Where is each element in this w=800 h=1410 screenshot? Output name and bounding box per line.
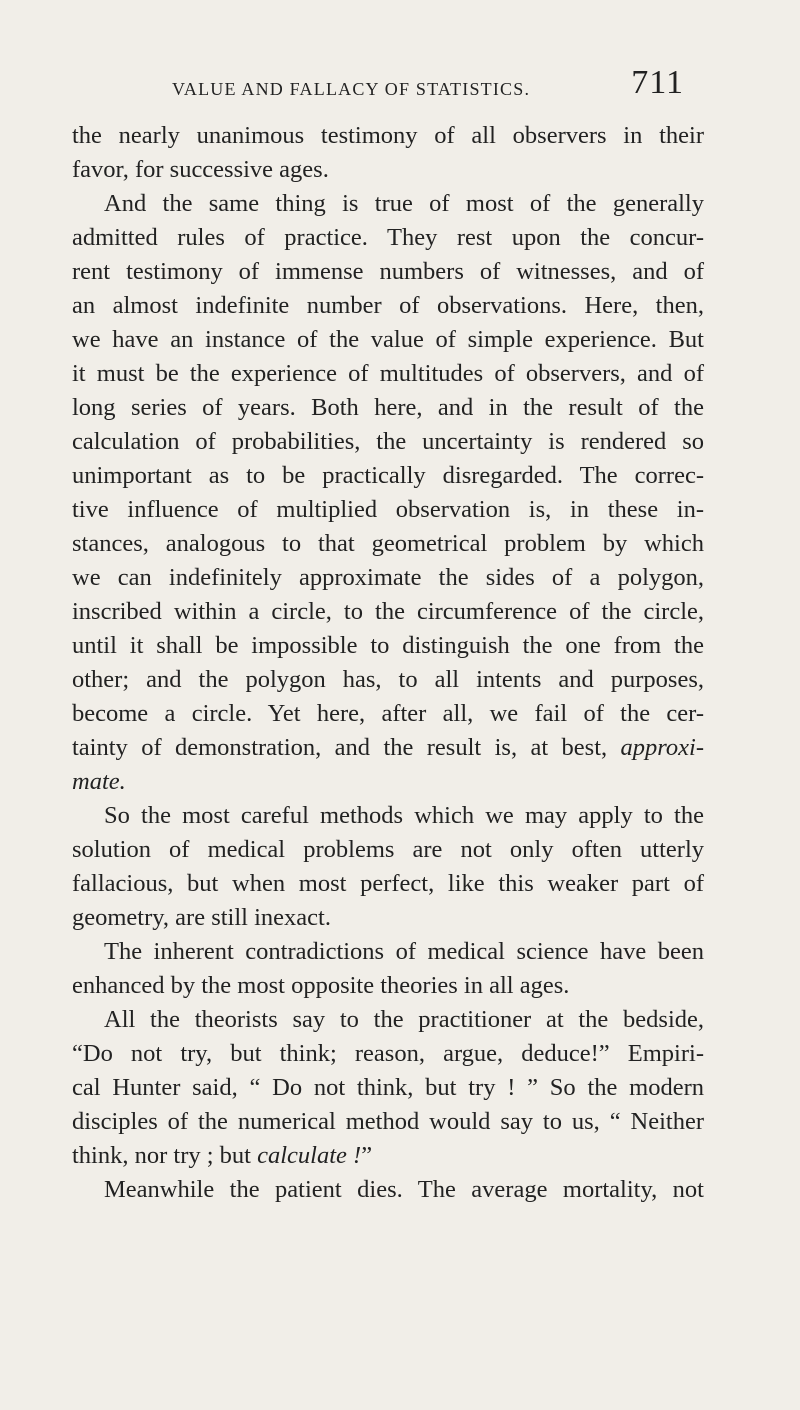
text-line — [72, 358, 704, 390]
line-text: Meanwhile the patient dies. The average mortality, not — [104, 1176, 704, 1203]
line-text: All the theorists say to the practitioner at the bedside, — [104, 1006, 704, 1033]
text-line — [72, 902, 331, 934]
paragraph-first-line — [104, 188, 704, 220]
text-line — [72, 732, 704, 764]
line-text: disciples of the numerical method would say to us, “ Neither — [72, 1108, 704, 1135]
text-line — [72, 1072, 704, 1104]
line-text: stances, analogous to that geometrical problem by which — [72, 530, 704, 557]
line-text: unimportant as to be practically disregarded. The correc- — [72, 462, 704, 489]
text-line — [72, 562, 704, 594]
italic-word: approxi- — [620, 734, 705, 761]
line-text: an almost indefinite number of observations. Here, then, — [72, 292, 704, 319]
text-line — [72, 528, 704, 560]
line-text: favor, for successive ages. — [72, 156, 329, 183]
text-line — [72, 460, 704, 492]
line-text: other; and the polygon has, to all intents and purposes, — [72, 666, 704, 693]
text-line — [72, 664, 704, 696]
line-text: enhanced by the most opposite theories in all ages. — [72, 972, 570, 999]
text-line — [72, 630, 704, 662]
line-text: So the most careful methods which we may apply to the — [104, 802, 704, 829]
line-text: become a circle. Yet here, after all, we fail of the cer- — [72, 700, 704, 727]
line-text: the nearly unanimous testimony of all observers in their — [72, 122, 704, 149]
line-text: we can indefinitely approximate the sides of a polygon, — [72, 564, 704, 591]
line-text: admitted rules of practice. They rest upon the concur- — [72, 224, 704, 251]
italic-word: mate. — [72, 768, 126, 795]
text-line — [72, 154, 329, 186]
line-text: The inherent contradictions of medical science have been — [104, 938, 704, 965]
text-line — [72, 222, 704, 254]
text-line — [72, 596, 704, 628]
running-title: VALUE AND FALLACY OF STATISTICS. — [172, 79, 531, 99]
line-text: rent testimony of immense numbers of witnesses, and of — [72, 258, 704, 285]
text-line — [72, 256, 704, 288]
text-line — [72, 426, 704, 458]
line-text: we have an instance of the value of simple experience. But — [72, 326, 704, 353]
text-line — [72, 494, 704, 526]
paragraph-first-line — [104, 1174, 704, 1206]
text-line — [72, 1038, 704, 1070]
text-line — [72, 392, 704, 424]
line-text: long series of years. Both here, and in the result of the — [72, 394, 704, 421]
line-text: calculation of probabilities, the uncertainty is rendered so — [72, 428, 704, 455]
line-text: solution of medical problems are not only often utterly — [72, 836, 704, 863]
line-text: cal Hunter said, “ Do not think, but try ! ” So the modern — [72, 1074, 704, 1101]
text-line — [72, 1106, 704, 1138]
page-number: 711 — [631, 64, 684, 101]
text-line — [72, 698, 704, 730]
line-text: until it shall be impossible to distinguish the one from the — [72, 632, 704, 659]
line-text: inscribed within a circle, to the circumference of the circle, — [72, 598, 704, 625]
closing-quote: ” — [361, 1142, 373, 1169]
paragraph-first-line — [104, 800, 704, 832]
line-text: And the same thing is true of most of the generally — [104, 190, 704, 217]
line-text: geometry, are still inexact. — [72, 904, 331, 931]
line-text: it must be the experience of multitudes of observers, and of — [72, 360, 704, 387]
text-line — [72, 324, 704, 356]
running-head — [172, 66, 684, 106]
text-line — [72, 868, 704, 900]
line-text: tainty of demonstration, and the result is, at best, — [72, 734, 608, 761]
body-text — [72, 120, 704, 1320]
paragraph-first-line — [104, 936, 704, 968]
text-line — [72, 834, 704, 866]
text-line — [72, 290, 704, 322]
line-text: think, nor try ; but — [72, 1142, 251, 1169]
text-line — [72, 1140, 372, 1172]
text-line — [72, 766, 126, 798]
line-text: fallacious, but when most perfect, like this weaker part of — [72, 870, 704, 897]
line-text: tive influence of multiplied observation is, in these in- — [72, 496, 704, 523]
italic-word: calculate ! — [257, 1142, 362, 1169]
text-line — [72, 120, 704, 152]
paragraph-first-line — [104, 1004, 704, 1036]
text-line — [72, 970, 569, 1002]
line-text: “Do not try, but think; reason, argue, deduce!” Empiri- — [72, 1040, 704, 1067]
